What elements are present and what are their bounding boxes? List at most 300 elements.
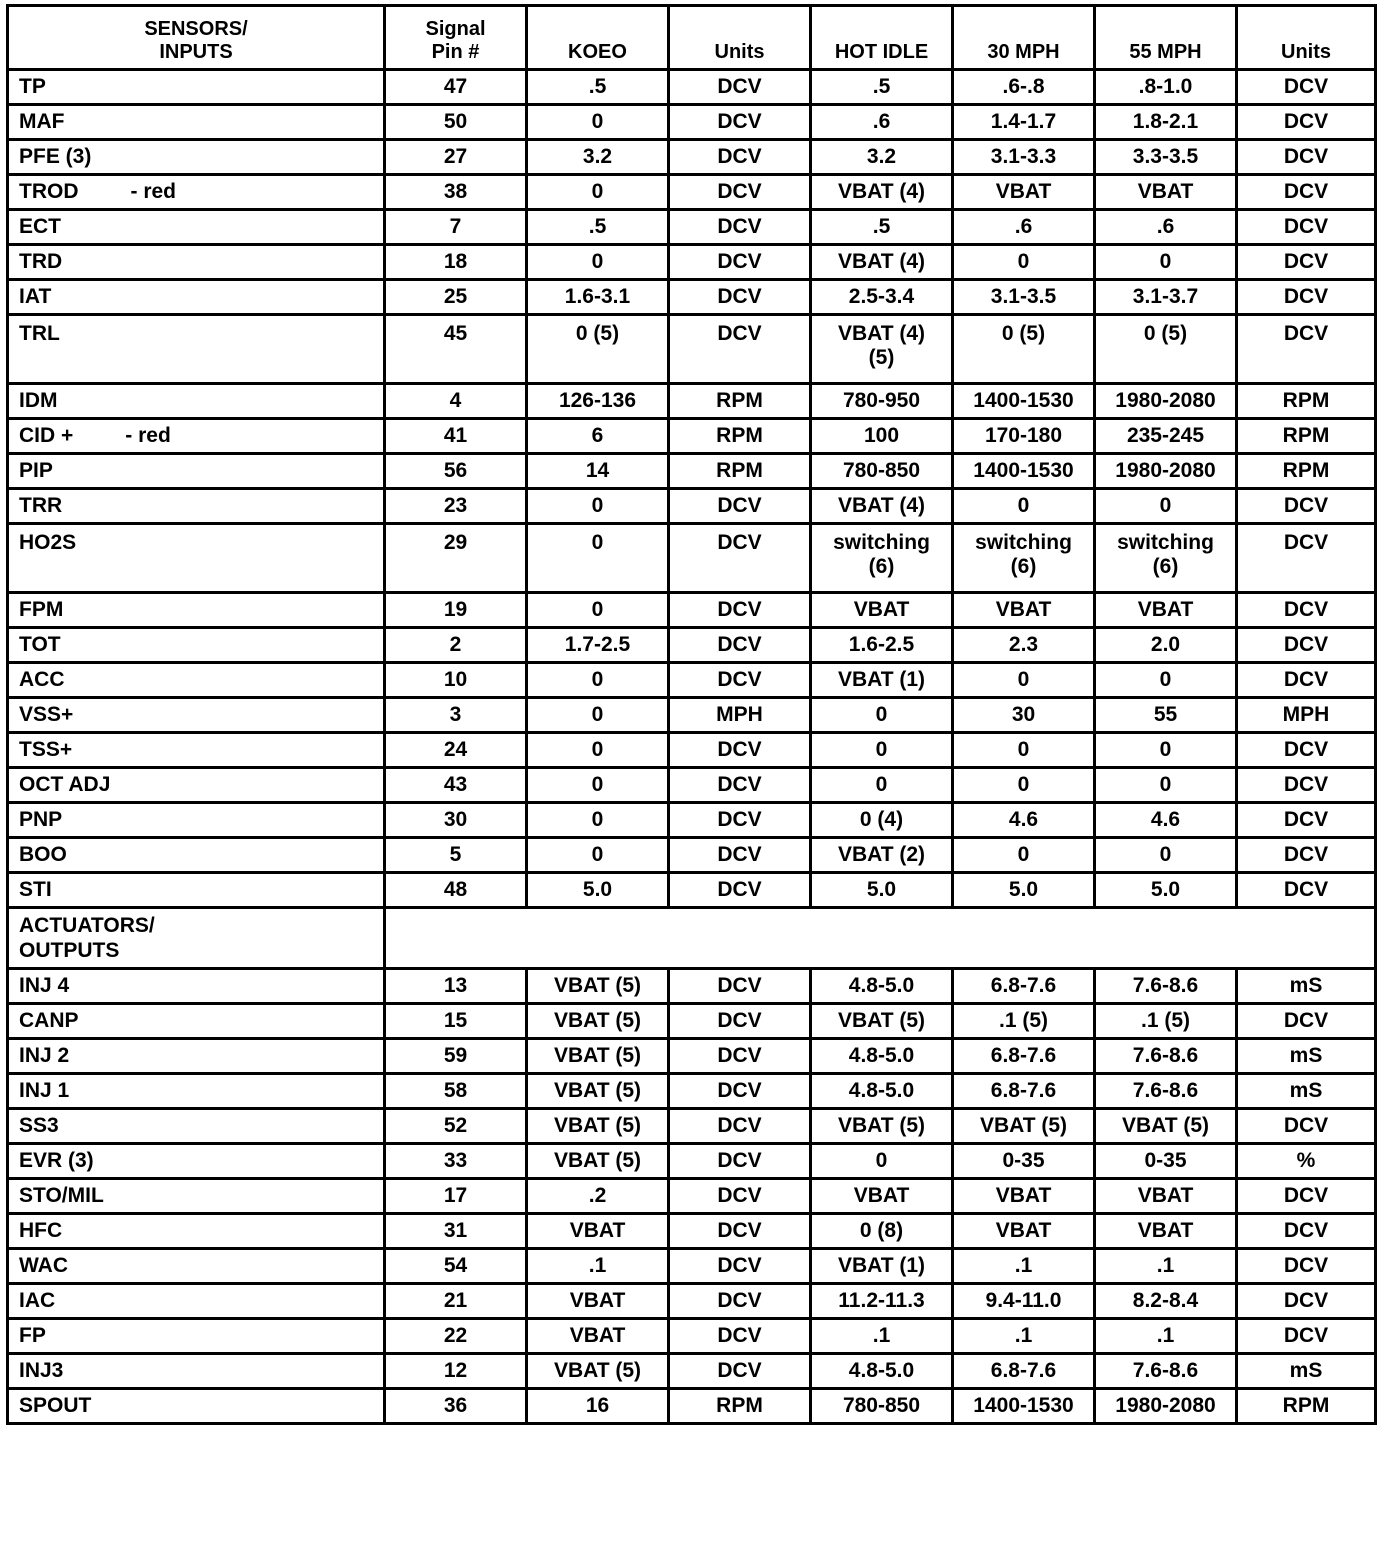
table-row xyxy=(8,838,1376,873)
30-mph-cell: 6.8-7.6 xyxy=(953,1039,1095,1074)
pin-cell: 17 xyxy=(385,1179,527,1214)
units-cell: DCV xyxy=(669,489,811,524)
koeo-cell: VBAT (5) xyxy=(527,969,669,1004)
units-cell: DCV xyxy=(669,838,811,873)
table-row xyxy=(8,1004,1376,1039)
units-cell: DCV xyxy=(1237,593,1376,628)
table-row xyxy=(8,524,1376,593)
koeo-cell: .5 xyxy=(527,210,669,245)
pin-cell: 41 xyxy=(385,419,527,454)
units-cell: RPM xyxy=(1237,1389,1376,1424)
55-mph-cell: VBAT xyxy=(1095,593,1237,628)
signal-name-cell xyxy=(8,838,385,873)
koeo-cell: VBAT (5) xyxy=(527,1074,669,1109)
pin-cell: 25 xyxy=(385,280,527,315)
55-mph-cell: 7.6-8.6 xyxy=(1095,969,1237,1004)
table-row xyxy=(8,1319,1376,1354)
units-cell: RPM xyxy=(669,419,811,454)
55-mph-cell: 0 xyxy=(1095,489,1237,524)
signal-name-cell xyxy=(8,454,385,489)
signal-name: TRD xyxy=(19,250,63,273)
signal-name-cell xyxy=(8,489,385,524)
55-mph-cell: 2.0 xyxy=(1095,628,1237,663)
table-row xyxy=(8,1039,1376,1074)
30-mph-cell: 3.1-3.5 xyxy=(953,280,1095,315)
signal-name: TRL xyxy=(19,322,60,345)
units-cell: DCV xyxy=(1237,175,1376,210)
55-mph-cell: 7.6-8.6 xyxy=(1095,1039,1237,1074)
hot-idle-cell: 0 xyxy=(811,733,953,768)
55-mph-cell: .1 (5) xyxy=(1095,1004,1237,1039)
units-cell: RPM xyxy=(1237,384,1376,419)
koeo-cell: VBAT (5) xyxy=(527,1109,669,1144)
30-mph-cell: 0 xyxy=(953,768,1095,803)
pin-cell: 10 xyxy=(385,663,527,698)
pin-cell: 29 xyxy=(385,524,527,593)
units-cell: RPM xyxy=(1237,454,1376,489)
signal-name: SS3 xyxy=(19,1114,59,1137)
koeo-cell: 0 xyxy=(527,524,669,593)
55-mph-cell: 1.8-2.1 xyxy=(1095,105,1237,140)
col-hot-idle-header: HOT IDLE xyxy=(811,6,953,70)
signal-name: MAF xyxy=(19,110,65,133)
signal-name: ECT xyxy=(19,215,61,238)
units-cell: DCV xyxy=(669,175,811,210)
55-mph-cell: VBAT xyxy=(1095,1179,1237,1214)
koeo-cell: 0 xyxy=(527,245,669,280)
signal-name-cell xyxy=(8,698,385,733)
signal-name: INJ 4 xyxy=(19,974,70,997)
hot-idle-cell: .5 xyxy=(811,70,953,105)
signal-name: INJ 1 xyxy=(19,1079,70,1102)
units-cell: DCV xyxy=(669,1179,811,1214)
signal-name-cell xyxy=(8,315,385,384)
table-row xyxy=(8,489,1376,524)
table-row xyxy=(8,969,1376,1004)
pin-cell: 50 xyxy=(385,105,527,140)
signal-name: TRR xyxy=(19,494,63,517)
55-mph-cell: .1 xyxy=(1095,1319,1237,1354)
signal-name: HFC xyxy=(19,1219,63,1242)
55-mph-cell: .6 xyxy=(1095,210,1237,245)
55-mph-cell: 0 xyxy=(1095,245,1237,280)
signal-name-cell xyxy=(8,524,385,593)
30-mph-cell: 0 xyxy=(953,663,1095,698)
koeo-cell: 0 xyxy=(527,663,669,698)
signal-name: INJ3 xyxy=(19,1359,64,1382)
table-row xyxy=(8,593,1376,628)
55-mph-cell: 7.6-8.6 xyxy=(1095,1074,1237,1109)
signal-name-cell xyxy=(8,1284,385,1319)
table-row xyxy=(8,1109,1376,1144)
30-mph-cell: 0 (5) xyxy=(953,315,1095,384)
30-mph-cell: 3.1-3.3 xyxy=(953,140,1095,175)
koeo-cell: 16 xyxy=(527,1389,669,1424)
30-mph-cell: 1400-1530 xyxy=(953,454,1095,489)
pin-cell: 24 xyxy=(385,733,527,768)
55-mph-cell: 3.1-3.7 xyxy=(1095,280,1237,315)
signal-name-cell xyxy=(8,280,385,315)
signal-name-cell xyxy=(8,1214,385,1249)
table-row xyxy=(8,140,1376,175)
signal-name: HO2S xyxy=(19,531,77,554)
units-cell: DCV xyxy=(669,803,811,838)
signal-name: EVR (3) xyxy=(19,1149,94,1172)
pin-cell: 7 xyxy=(385,210,527,245)
koeo-cell: VBAT xyxy=(527,1284,669,1319)
signal-name: CID + xyxy=(19,424,74,447)
signal-name: BOO xyxy=(19,843,67,866)
units-cell: DCV xyxy=(669,1109,811,1144)
units-cell: DCV xyxy=(669,524,811,593)
pin-cell: 30 xyxy=(385,803,527,838)
hot-idle-cell: VBAT (4) xyxy=(811,175,953,210)
hot-idle-cell: 780-850 xyxy=(811,1389,953,1424)
hot-idle-cell: .6 xyxy=(811,105,953,140)
signal-name: STO/MIL xyxy=(19,1184,104,1207)
table-row xyxy=(8,663,1376,698)
units-cell: DCV xyxy=(1237,838,1376,873)
pin-cell: 18 xyxy=(385,245,527,280)
signal-name-cell xyxy=(8,1004,385,1039)
30-mph-cell: 30 xyxy=(953,698,1095,733)
30-mph-cell: .6 xyxy=(953,210,1095,245)
units-cell: DCV xyxy=(669,105,811,140)
units-cell: DCV xyxy=(1237,768,1376,803)
hot-idle-cell: 0 xyxy=(811,698,953,733)
koeo-cell: 0 xyxy=(527,175,669,210)
header-row xyxy=(8,6,1376,70)
55-mph-cell: VBAT xyxy=(1095,1214,1237,1249)
30-mph-cell: 2.3 xyxy=(953,628,1095,663)
wire-color-note: - red xyxy=(125,424,171,447)
hot-idle-cell: VBAT (1) xyxy=(811,1249,953,1284)
units-cell: RPM xyxy=(1237,419,1376,454)
units-cell: DCV xyxy=(1237,1214,1376,1249)
signal-name: PNP xyxy=(19,808,63,831)
units-cell: DCV xyxy=(1237,873,1376,908)
units-cell: mS xyxy=(1237,1074,1376,1109)
55-mph-cell: switching (6) xyxy=(1095,524,1237,593)
units-cell: DCV xyxy=(1237,280,1376,315)
hot-idle-cell: 4.8-5.0 xyxy=(811,1039,953,1074)
pin-cell: 23 xyxy=(385,489,527,524)
table-row xyxy=(8,628,1376,663)
signal-name: IDM xyxy=(19,389,58,412)
pin-cell: 43 xyxy=(385,768,527,803)
units-cell: % xyxy=(1237,1144,1376,1179)
signal-name-cell xyxy=(8,803,385,838)
units-cell: DCV xyxy=(669,733,811,768)
signal-name-cell xyxy=(8,1249,385,1284)
units-cell: DCV xyxy=(669,1214,811,1249)
signal-name: TP xyxy=(19,75,46,98)
koeo-cell: VBAT (5) xyxy=(527,1144,669,1179)
signal-name-cell xyxy=(8,1389,385,1424)
hot-idle-cell: 0 (4) xyxy=(811,803,953,838)
30-mph-cell: 6.8-7.6 xyxy=(953,969,1095,1004)
koeo-cell: .1 xyxy=(527,1249,669,1284)
30-mph-cell: 1400-1530 xyxy=(953,384,1095,419)
pin-cell: 38 xyxy=(385,175,527,210)
hot-idle-cell: 100 xyxy=(811,419,953,454)
units-cell: DCV xyxy=(1237,628,1376,663)
pin-cell: 54 xyxy=(385,1249,527,1284)
55-mph-cell: 0 (5) xyxy=(1095,315,1237,384)
hot-idle-cell: 1.6-2.5 xyxy=(811,628,953,663)
table-row xyxy=(8,1389,1376,1424)
signal-name-cell xyxy=(8,873,385,908)
units-cell: DCV xyxy=(669,593,811,628)
koeo-cell: 0 xyxy=(527,593,669,628)
table-row xyxy=(8,175,1376,210)
units-cell: RPM xyxy=(669,1389,811,1424)
30-mph-cell: VBAT (5) xyxy=(953,1109,1095,1144)
units-cell: DCV xyxy=(669,1249,811,1284)
signal-name-cell xyxy=(8,384,385,419)
koeo-cell: 6 xyxy=(527,419,669,454)
table-row xyxy=(8,210,1376,245)
koeo-cell: .2 xyxy=(527,1179,669,1214)
units-cell: DCV xyxy=(669,1074,811,1109)
30-mph-cell: 170-180 xyxy=(953,419,1095,454)
signal-name-cell xyxy=(8,1074,385,1109)
actuators-section-row xyxy=(8,908,1376,969)
hot-idle-cell: 2.5-3.4 xyxy=(811,280,953,315)
55-mph-cell: 0 xyxy=(1095,663,1237,698)
koeo-cell: VBAT (5) xyxy=(527,1004,669,1039)
koeo-cell: 0 xyxy=(527,698,669,733)
signal-name-cell xyxy=(8,1144,385,1179)
hot-idle-cell: 0 (8) xyxy=(811,1214,953,1249)
55-mph-cell: 0 xyxy=(1095,838,1237,873)
units-cell: DCV xyxy=(669,140,811,175)
hot-idle-cell: VBAT xyxy=(811,593,953,628)
hot-idle-cell: 780-950 xyxy=(811,384,953,419)
30-mph-cell: VBAT xyxy=(953,1179,1095,1214)
55-mph-cell: 1980-2080 xyxy=(1095,1389,1237,1424)
30-mph-cell: 4.6 xyxy=(953,803,1095,838)
hot-idle-cell: VBAT (2) xyxy=(811,838,953,873)
signal-name-cell xyxy=(8,1039,385,1074)
units-cell: DCV xyxy=(1237,105,1376,140)
units-cell: RPM xyxy=(669,454,811,489)
30-mph-cell: 0-35 xyxy=(953,1144,1095,1179)
col-30-mph-header: 30 MPH xyxy=(953,6,1095,70)
55-mph-cell: 1980-2080 xyxy=(1095,454,1237,489)
units-cell: mS xyxy=(1237,969,1376,1004)
signal-name: VSS+ xyxy=(19,703,74,726)
units-cell: DCV xyxy=(1237,210,1376,245)
units-cell: mS xyxy=(1237,1039,1376,1074)
signal-name-cell xyxy=(8,70,385,105)
55-mph-cell: VBAT (5) xyxy=(1095,1109,1237,1144)
hot-idle-cell: 4.8-5.0 xyxy=(811,969,953,1004)
hot-idle-cell: .1 xyxy=(811,1319,953,1354)
units-cell: DCV xyxy=(1237,1004,1376,1039)
table-row xyxy=(8,1144,1376,1179)
table-row xyxy=(8,1179,1376,1214)
units-cell: DCV xyxy=(1237,524,1376,593)
units-cell: DCV xyxy=(669,245,811,280)
55-mph-cell: 0 xyxy=(1095,768,1237,803)
table-row xyxy=(8,70,1376,105)
wire-color-note: - red xyxy=(130,180,177,203)
signal-name-cell xyxy=(8,105,385,140)
pin-cell: 5 xyxy=(385,838,527,873)
pin-cell: 27 xyxy=(385,140,527,175)
30-mph-cell: VBAT xyxy=(953,1214,1095,1249)
units-cell: DCV xyxy=(669,969,811,1004)
30-mph-cell: 0 xyxy=(953,489,1095,524)
signal-name-cell xyxy=(8,1179,385,1214)
55-mph-cell: 55 xyxy=(1095,698,1237,733)
units-cell: DCV xyxy=(1237,489,1376,524)
pin-cell: 21 xyxy=(385,1284,527,1319)
koeo-cell: 14 xyxy=(527,454,669,489)
col-signal-pin-header: Signal Pin # xyxy=(385,6,527,70)
30-mph-cell: 9.4-11.0 xyxy=(953,1284,1095,1319)
pin-cell: 52 xyxy=(385,1109,527,1144)
units-cell: DCV xyxy=(1237,315,1376,384)
koeo-cell: 1.7-2.5 xyxy=(527,628,669,663)
units-cell: DCV xyxy=(1237,140,1376,175)
55-mph-cell: 5.0 xyxy=(1095,873,1237,908)
units-cell: MPH xyxy=(1237,698,1376,733)
30-mph-cell: 6.8-7.6 xyxy=(953,1354,1095,1389)
hot-idle-cell: VBAT (4) xyxy=(811,489,953,524)
signal-name-cell xyxy=(8,140,385,175)
units-cell: DCV xyxy=(669,280,811,315)
koeo-cell: 0 xyxy=(527,489,669,524)
hot-idle-cell: 0 xyxy=(811,1144,953,1179)
pin-cell: 15 xyxy=(385,1004,527,1039)
signal-name-cell xyxy=(8,628,385,663)
signal-name-cell xyxy=(8,1319,385,1354)
signal-name-cell xyxy=(8,969,385,1004)
signal-name: FP xyxy=(19,1324,46,1347)
table-row xyxy=(8,454,1376,489)
table-row xyxy=(8,768,1376,803)
30-mph-cell: .1 xyxy=(953,1249,1095,1284)
55-mph-cell: VBAT xyxy=(1095,175,1237,210)
units-cell: DCV xyxy=(1237,663,1376,698)
table-row xyxy=(8,280,1376,315)
units-cell: mS xyxy=(1237,1354,1376,1389)
hot-idle-cell: VBAT (5) xyxy=(811,1004,953,1039)
units-cell: DCV xyxy=(669,210,811,245)
koeo-cell: 1.6-3.1 xyxy=(527,280,669,315)
table-row xyxy=(8,803,1376,838)
signal-name: TSS+ xyxy=(19,738,73,761)
hot-idle-cell: 780-850 xyxy=(811,454,953,489)
hot-idle-cell: switching (6) xyxy=(811,524,953,593)
pin-cell: 47 xyxy=(385,70,527,105)
section-blank-cell xyxy=(385,908,1376,969)
signal-name-cell xyxy=(8,245,385,280)
signal-name: ACC xyxy=(19,668,65,691)
hot-idle-cell: VBAT (1) xyxy=(811,663,953,698)
pin-cell: 19 xyxy=(385,593,527,628)
signal-name-cell xyxy=(8,663,385,698)
col-units-2-header: Units xyxy=(1237,6,1376,70)
signal-name-cell xyxy=(8,733,385,768)
table-row xyxy=(8,698,1376,733)
koeo-cell: .5 xyxy=(527,70,669,105)
30-mph-cell: 0 xyxy=(953,733,1095,768)
units-cell: DCV xyxy=(1237,1249,1376,1284)
col-55-mph-header: 55 MPH xyxy=(1095,6,1237,70)
signal-name-cell xyxy=(8,175,385,210)
55-mph-cell: 3.3-3.5 xyxy=(1095,140,1237,175)
table-row xyxy=(8,105,1376,140)
signal-name-cell xyxy=(8,768,385,803)
pin-cell: 22 xyxy=(385,1319,527,1354)
hot-idle-cell: .5 xyxy=(811,210,953,245)
table-row xyxy=(8,1284,1376,1319)
pin-cell: 45 xyxy=(385,315,527,384)
koeo-cell: VBAT (5) xyxy=(527,1039,669,1074)
pin-cell: 12 xyxy=(385,1354,527,1389)
30-mph-cell: 1400-1530 xyxy=(953,1389,1095,1424)
units-cell: DCV xyxy=(669,663,811,698)
koeo-cell: 0 xyxy=(527,733,669,768)
col-koeo-header: KOEO xyxy=(527,6,669,70)
koeo-cell: 0 xyxy=(527,768,669,803)
55-mph-cell: 1980-2080 xyxy=(1095,384,1237,419)
koeo-cell: VBAT xyxy=(527,1214,669,1249)
units-cell: DCV xyxy=(1237,1109,1376,1144)
units-cell: DCV xyxy=(669,1354,811,1389)
units-cell: DCV xyxy=(669,1144,811,1179)
signal-name: IAC xyxy=(19,1289,56,1312)
hot-idle-cell: VBAT (4) (5) xyxy=(811,315,953,384)
table-row xyxy=(8,419,1376,454)
koeo-cell: VBAT (5) xyxy=(527,1354,669,1389)
hot-idle-cell: 3.2 xyxy=(811,140,953,175)
units-cell: DCV xyxy=(1237,1284,1376,1319)
hot-idle-cell: 4.8-5.0 xyxy=(811,1354,953,1389)
units-cell: DCV xyxy=(669,873,811,908)
koeo-cell: VBAT xyxy=(527,1319,669,1354)
units-cell: DCV xyxy=(1237,1179,1376,1214)
signal-name: TROD xyxy=(19,180,79,203)
units-cell: DCV xyxy=(669,1039,811,1074)
signal-name: PIP xyxy=(19,459,53,482)
col-units-1-header: Units xyxy=(669,6,811,70)
units-cell: DCV xyxy=(1237,1319,1376,1354)
55-mph-cell: .1 xyxy=(1095,1249,1237,1284)
col-sensors-inputs-header: SENSORS/ INPUTS xyxy=(8,6,385,70)
30-mph-cell: VBAT xyxy=(953,593,1095,628)
signal-name: FPM xyxy=(19,598,64,621)
55-mph-cell: 0-35 xyxy=(1095,1144,1237,1179)
pin-cell: 3 xyxy=(385,698,527,733)
units-cell: DCV xyxy=(1237,245,1376,280)
signal-name-cell xyxy=(8,210,385,245)
pin-cell: 56 xyxy=(385,454,527,489)
table-row xyxy=(8,733,1376,768)
30-mph-cell: .6-.8 xyxy=(953,70,1095,105)
signal-name-cell xyxy=(8,593,385,628)
pin-cell: 58 xyxy=(385,1074,527,1109)
sensor-spec-table xyxy=(6,4,1377,1425)
30-mph-cell: 0 xyxy=(953,245,1095,280)
30-mph-cell: .1 xyxy=(953,1319,1095,1354)
table-row xyxy=(8,1074,1376,1109)
pin-cell: 13 xyxy=(385,969,527,1004)
pin-cell: 48 xyxy=(385,873,527,908)
